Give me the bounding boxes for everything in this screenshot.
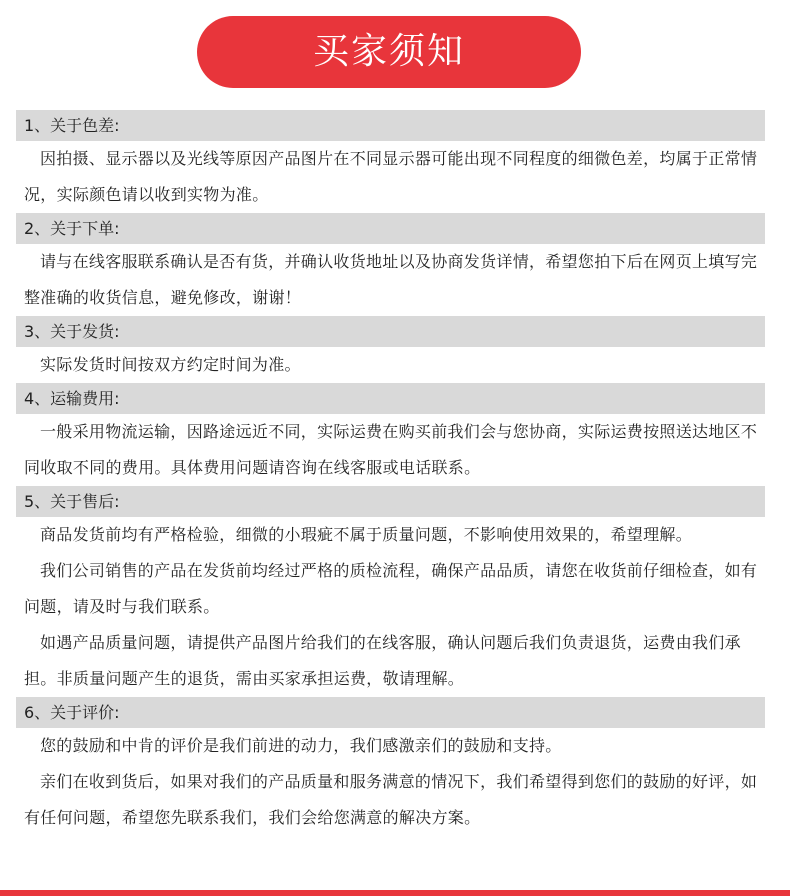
section-paragraph: 一般采用物流运输，因路途远近不同，实际运费在购买前我们会与您协商，实际运费按照送达地区不同收取不同的费用。具体费用问题请咨询在线客服或电话联系。 xyxy=(24,422,758,477)
section-paragraph: 因拍摄、显示器以及光线等原因产品图片在不同显示器可能出现不同程度的细微色差，均属于正常情况，实际颜色请以收到实物为准。 xyxy=(24,149,758,204)
section-paragraph: 实际发货时间按双方约定时间为准。 xyxy=(40,355,301,374)
section-heading: 5、关于售后: xyxy=(16,486,765,517)
title-banner xyxy=(197,16,581,88)
section-paragraph: 请与在线客服联系确认是否有货，并确认收货地址以及协商发货详情，希望您拍下后在网页上填写完整准确的收货信息，避免修改，谢谢！ xyxy=(24,252,758,307)
section-heading: 1、关于色差: xyxy=(16,110,765,141)
section-reviews xyxy=(16,697,765,836)
section-heading: 4、运输费用: xyxy=(16,383,765,414)
page-title: 买家须知 xyxy=(312,31,465,72)
section-paragraph: 我们公司销售的产品在发货前均经过严格的质检流程，确保产品品质，请您在收货前仔细检查，如有问题，请及时与我们联系。 xyxy=(24,561,758,616)
section-after-sales xyxy=(16,486,765,697)
section-paragraph: 商品发货前均有严格检验，细微的小瑕疵不属于质量问题，不影响使用效果的，希望理解。 xyxy=(40,525,693,544)
section-shipping xyxy=(16,316,765,383)
section-heading: 2、关于下单: xyxy=(16,213,765,244)
section-freight-cost xyxy=(16,383,765,486)
notice-content xyxy=(16,110,765,836)
section-heading: 3、关于发货: xyxy=(16,316,765,347)
section-heading: 6、关于评价: xyxy=(16,697,765,728)
section-ordering xyxy=(16,213,765,316)
section-paragraph: 亲们在收到货后，如果对我们的产品质量和服务满意的情况下，我们希望得到您们的鼓励的好评，如有任何问题，希望您先联系我们，我们会给您满意的解决方案。 xyxy=(24,772,758,827)
section-paragraph: 您的鼓励和中肯的评价是我们前进的动力，我们感激亲们的鼓励和支持。 xyxy=(40,736,562,755)
section-paragraph: 如遇产品质量问题，请提供产品图片给我们的在线客服，确认问题后我们负责退货，运费由我们承担。非质量问题产生的退货，需由买家承担运费，敬请理解。 xyxy=(24,633,741,688)
bottom-accent-bar xyxy=(0,890,790,896)
section-color-difference xyxy=(16,110,765,213)
